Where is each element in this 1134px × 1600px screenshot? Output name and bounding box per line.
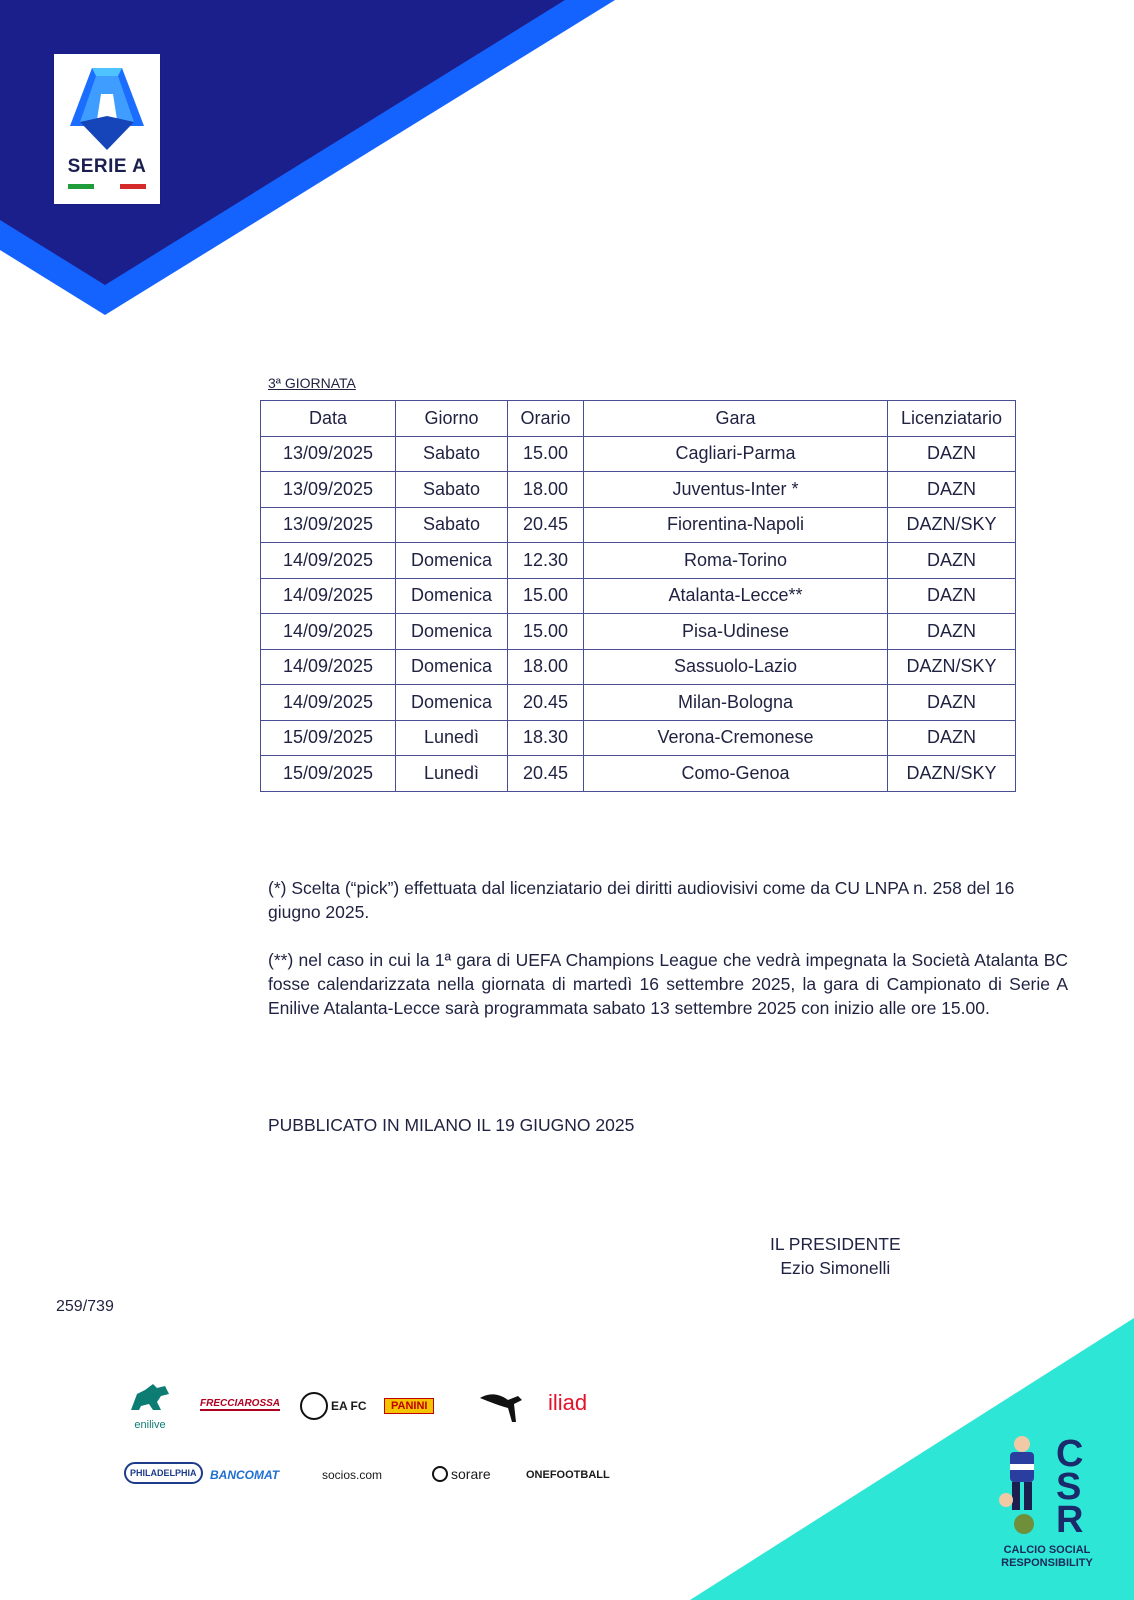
serie-a-emblem-icon: [54, 54, 160, 154]
cell-day: Domenica: [396, 614, 508, 650]
cell-date: 13/09/2025: [261, 507, 396, 543]
cell-day: Domenica: [396, 685, 508, 721]
sponsor-bancomat: BANCOMAT: [210, 1468, 280, 1482]
table-row: [261, 578, 1016, 614]
cell-date: 14/09/2025: [261, 649, 396, 685]
round-title: 3ª GIORNATA: [268, 375, 356, 391]
cell-broadcaster: DAZN/SKY: [888, 507, 1016, 543]
cell-day: Domenica: [396, 649, 508, 685]
cell-broadcaster: DAZN: [888, 578, 1016, 614]
cell-day: Sabato: [396, 472, 508, 508]
cell-date: 14/09/2025: [261, 614, 396, 650]
cell-time: 15.00: [508, 578, 584, 614]
header-time: Orario: [508, 401, 584, 437]
table-header-row: [261, 401, 1016, 437]
sponsor-ea-fc: EA FC: [300, 1392, 367, 1420]
cell-day: Sabato: [396, 507, 508, 543]
table-row: [261, 649, 1016, 685]
csr-letters: CSR: [1056, 1433, 1084, 1541]
signature-name: Ezio Simonelli: [780, 1258, 891, 1278]
cell-time: 20.45: [508, 507, 584, 543]
cell-day: Domenica: [396, 543, 508, 579]
csr-logo: [982, 1424, 1112, 1544]
sponsor-iliad: iliad: [548, 1390, 588, 1415]
cell-match: Juventus-Inter *: [584, 472, 888, 508]
serie-a-logo: [54, 54, 160, 204]
publication-line: PUBBLICATO IN MILANO IL 19 GIUGNO 2025: [268, 1115, 635, 1135]
cell-match: Verona-Cremonese: [584, 720, 888, 756]
cell-date: 13/09/2025: [261, 436, 396, 472]
table-row: [261, 472, 1016, 508]
cell-time: 15.00: [508, 614, 584, 650]
table-row: [261, 543, 1016, 579]
sponsor-socios: socios.com: [322, 1468, 383, 1482]
signature-block: [770, 1232, 901, 1280]
sponsor-sorare: sorare: [432, 1466, 491, 1482]
cell-match: Roma-Torino: [584, 543, 888, 579]
cell-match: Cagliari-Parma: [584, 436, 888, 472]
cell-day: Lunedì: [396, 756, 508, 792]
table-row: [261, 436, 1016, 472]
footnote-champions-league: (**) nel caso in cui la 1ª gara di UEFA Champions League che vedrà impegnata la Società Atalanta BC fosse calendarizzata nella giornata di martedì 16 settembre 2025, la gara di Campionato di Serie A Enilive Atalanta-Lecce sarà programmata sabato 13 settembre 2025 con inizio alle ore 15.00.: [268, 950, 1068, 1018]
page-number: 259/739: [56, 1298, 114, 1315]
table-row: [261, 756, 1016, 792]
header-match: Gara: [584, 401, 888, 437]
sponsor-onefootball: ONEFOOTBALL: [526, 1469, 610, 1481]
cell-time: 15.00: [508, 436, 584, 472]
cell-time: 12.30: [508, 543, 584, 579]
signature-title: IL PRESIDENTE: [770, 1234, 901, 1254]
cell-date: 13/09/2025: [261, 472, 396, 508]
table-row: [261, 720, 1016, 756]
footnote-pick: (*) Scelta (“pick”) effettuata dal licenziatario dei diritti audiovisivi come da CU LNPA n. 258 del 16 giugno 2025.: [268, 878, 1015, 922]
cell-day: Sabato: [396, 436, 508, 472]
cell-date: 15/09/2025: [261, 756, 396, 792]
sponsor-puma: [478, 1388, 524, 1429]
cell-time: 18.00: [508, 472, 584, 508]
cell-broadcaster: DAZN: [888, 720, 1016, 756]
cell-broadcaster: DAZN/SKY: [888, 649, 1016, 685]
header-broadcaster: Licenziatario: [888, 401, 1016, 437]
cell-day: Domenica: [396, 578, 508, 614]
cell-date: 14/09/2025: [261, 578, 396, 614]
table-row: [261, 614, 1016, 650]
enilive-dog-icon: [127, 1380, 173, 1416]
cell-time: 20.45: [508, 685, 584, 721]
cell-match: Sassuolo-Lazio: [584, 649, 888, 685]
cell-match: Milan-Bologna: [584, 685, 888, 721]
italian-flag-stripe: [68, 184, 146, 189]
sponsor-philadelphia: PHILADELPHIA: [124, 1462, 203, 1484]
sorare-circle-icon: [432, 1466, 448, 1482]
sponsor-enilive: enilive: [124, 1380, 176, 1431]
cell-broadcaster: DAZN: [888, 436, 1016, 472]
cell-time: 18.30: [508, 720, 584, 756]
cell-match: Atalanta-Lecce**: [584, 578, 888, 614]
cell-time: 18.00: [508, 649, 584, 685]
header-day: Giorno: [396, 401, 508, 437]
csr-caption: CALCIO SOCIAL RESPONSIBILITY: [1001, 1544, 1093, 1569]
header-date: Data: [261, 401, 396, 437]
logo-text: SERIE A: [67, 156, 147, 177]
cell-broadcaster: DAZN: [888, 472, 1016, 508]
cell-broadcaster: DAZN/SKY: [888, 756, 1016, 792]
cell-time: 20.45: [508, 756, 584, 792]
cell-broadcaster: DAZN: [888, 543, 1016, 579]
cell-date: 14/09/2025: [261, 543, 396, 579]
cell-broadcaster: DAZN: [888, 614, 1016, 650]
cell-match: Como-Genoa: [584, 756, 888, 792]
puma-cat-icon: [478, 1388, 524, 1424]
cell-match: Pisa-Udinese: [584, 614, 888, 650]
cell-broadcaster: DAZN: [888, 685, 1016, 721]
sponsor-frecciarossa: FRECCIAROSSA: [200, 1398, 281, 1409]
cell-date: 14/09/2025: [261, 685, 396, 721]
cell-date: 15/09/2025: [261, 720, 396, 756]
cell-match: Fiorentina-Napoli: [584, 507, 888, 543]
ea-circle-icon: [300, 1392, 328, 1420]
cell-day: Lunedì: [396, 720, 508, 756]
table-row: [261, 685, 1016, 721]
table-row: [261, 507, 1016, 543]
schedule-table: [260, 400, 1016, 792]
sponsor-panini: PANINI: [384, 1398, 434, 1414]
